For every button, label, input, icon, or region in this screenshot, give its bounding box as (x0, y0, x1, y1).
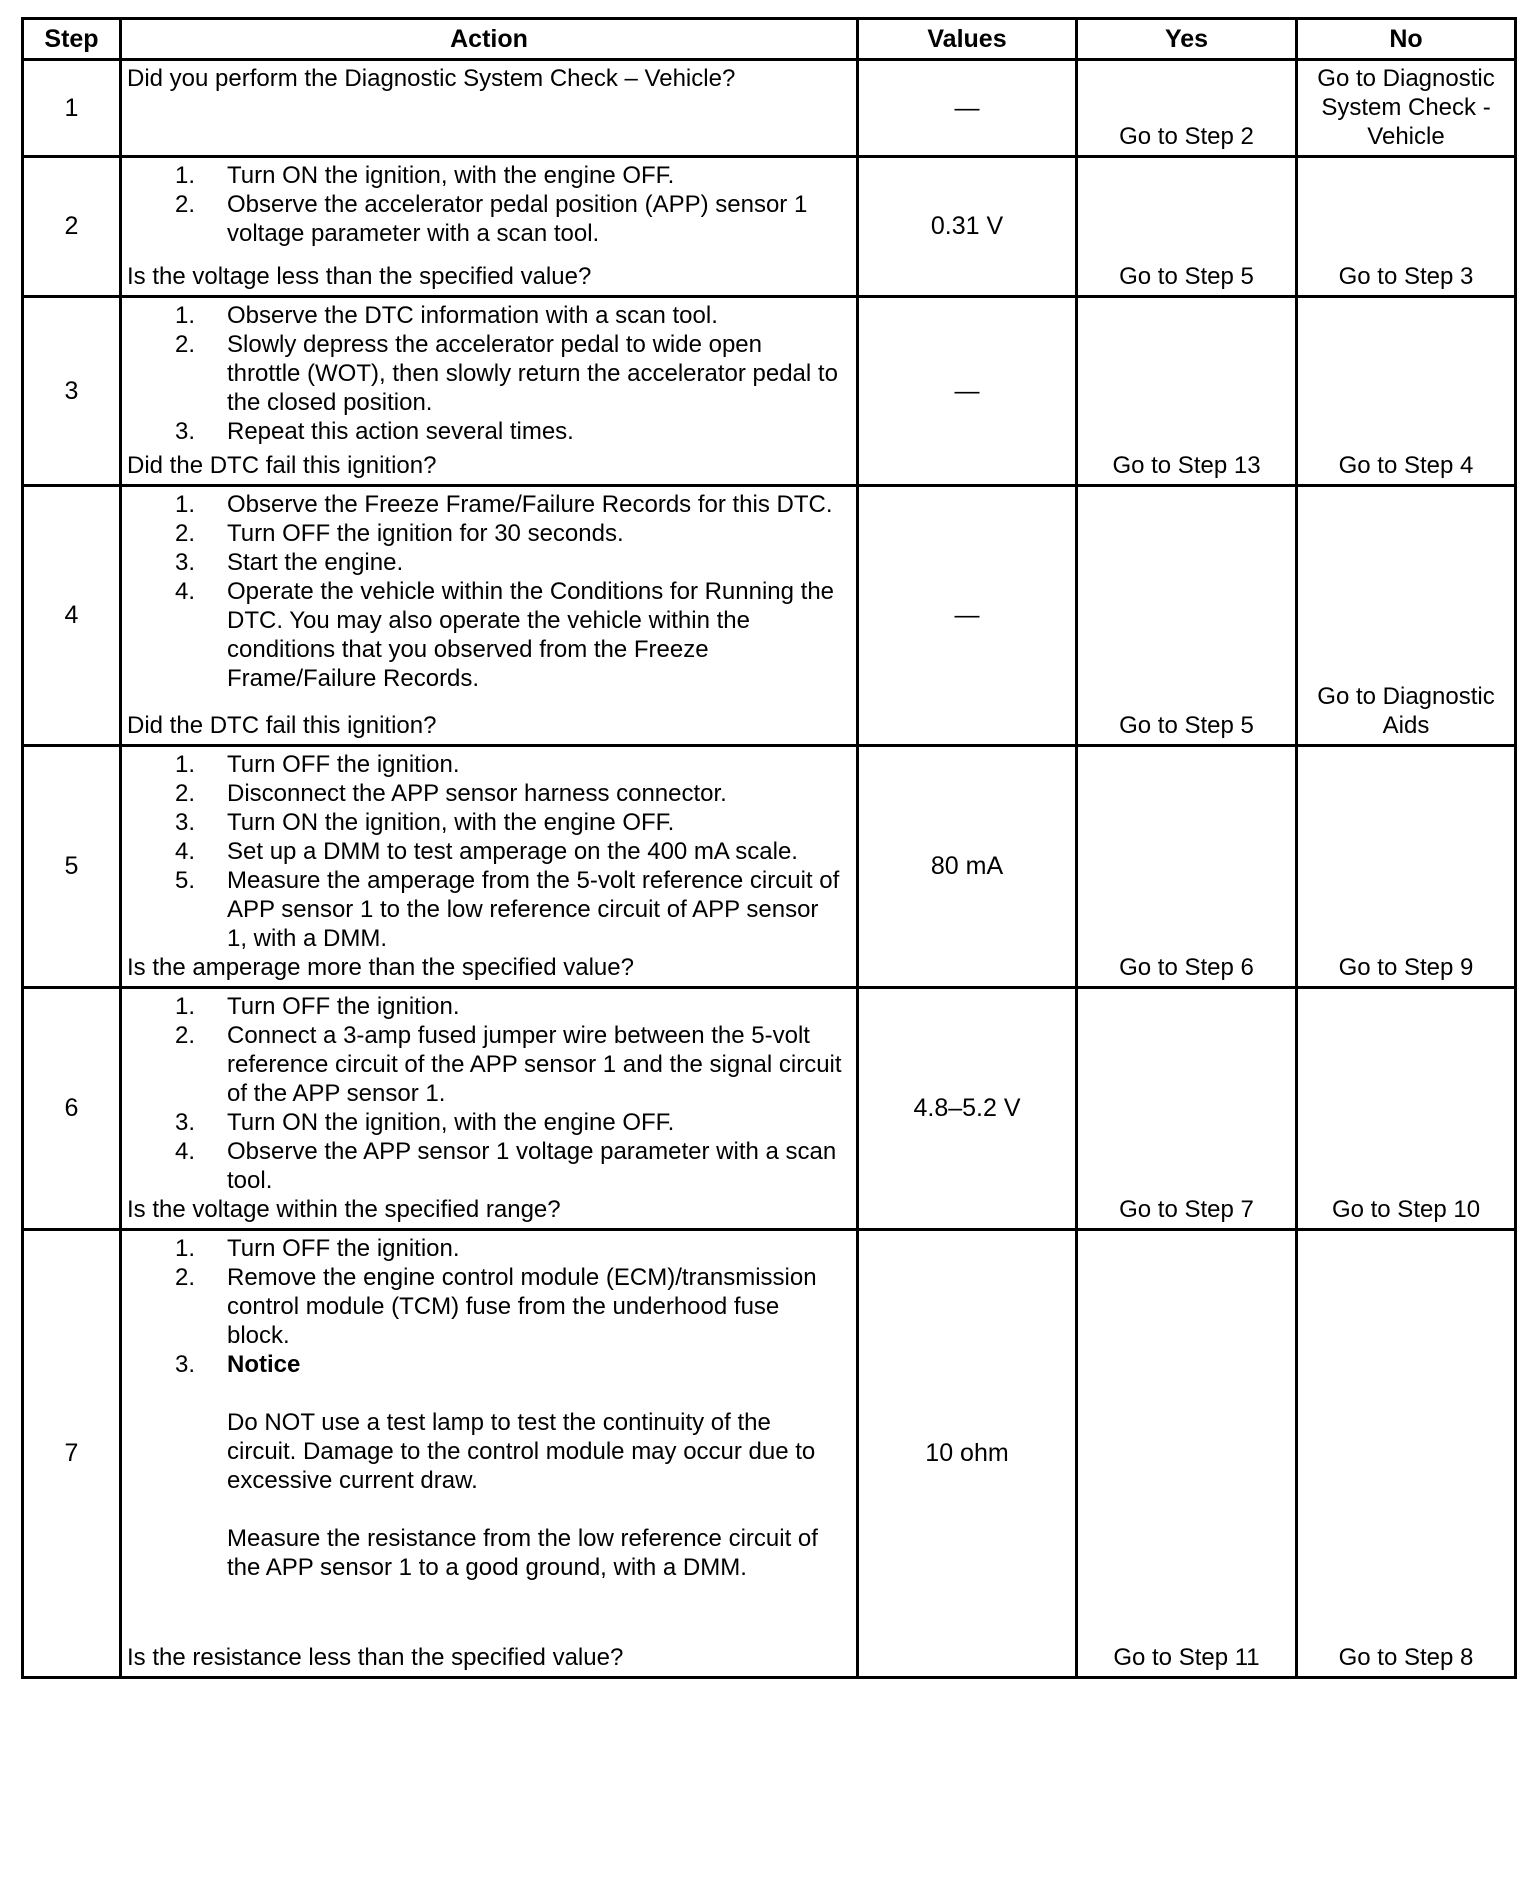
action-question: Is the voltage within the specified range? (127, 1196, 561, 1223)
action-question: Is the amperage more than the specified value? (127, 954, 634, 981)
header-yes: Yes (1077, 19, 1297, 60)
no-cell: Go to Step 4 (1297, 297, 1516, 486)
list-item: 1. Turn OFF the ignition. (175, 1235, 460, 1262)
step-number: 3 (23, 297, 121, 486)
no-cell: Go to Diagnostic Aids (1297, 486, 1516, 746)
action-question: Did the DTC fail this ignition? (127, 712, 437, 739)
action-steps (127, 301, 842, 446)
step-number: 1 (23, 60, 121, 157)
list-item: 1. Observe the DTC information with a scan tool. (175, 302, 718, 329)
list-item: 1. Observe the Freeze Frame/Failure Records for this DTC. (175, 491, 833, 518)
yes-cell: Go to Step 5 (1077, 157, 1297, 297)
table-row (23, 297, 1516, 486)
list-item: 2. Slowly depress the accelerator pedal to wide open throttle (WOT), then slowly return the accelerator pedal to the closed position. (175, 331, 838, 416)
action-steps (127, 161, 842, 248)
action-cell (121, 746, 858, 988)
list-item: 2. Disconnect the APP sensor harness connector. (175, 780, 727, 807)
list-item: 2. Turn OFF the ignition for 30 seconds. (175, 520, 624, 547)
value-cell: — (858, 297, 1077, 486)
table-row (23, 988, 1516, 1230)
notice-warning: Do NOT use a test lamp to test the continuity of the circuit. Damage to the control module may occur due to excessive current draw. (227, 1409, 816, 1494)
yes-cell: Go to Step 5 (1077, 486, 1297, 746)
list-item: 2. Connect a 3-amp fused jumper wire between the 5-volt reference circuit of the APP sensor 1 and the signal circuit of the APP sensor 1. (175, 1022, 842, 1107)
value-cell: 80 mA (858, 746, 1077, 988)
table-row (23, 1230, 1516, 1678)
no-cell: Go to Step 9 (1297, 746, 1516, 988)
action-question: Did the DTC fail this ignition? (127, 452, 437, 479)
value-cell: 4.8–5.2 V (858, 988, 1077, 1230)
action-cell (121, 988, 858, 1230)
list-item: 4. Operate the vehicle within the Conditions for Running the DTC. You may also operate the vehicle within the conditions that you observed from the Freeze Frame/Failure Records. (175, 578, 835, 692)
table-row (23, 486, 1516, 746)
list-item: 3. Turn ON the ignition, with the engine OFF. (175, 809, 675, 836)
header-step: Step (23, 19, 121, 60)
header-values: Values (858, 19, 1077, 60)
value-cell: — (858, 60, 1077, 157)
header-row (23, 19, 1516, 60)
action-cell (121, 486, 858, 746)
notice-title: Notice (227, 1351, 301, 1378)
list-item: 1. Turn ON the ignition, with the engine OFF. (175, 162, 675, 189)
action-cell (121, 1230, 858, 1678)
list-item: 5. Measure the amperage from the 5-volt reference circuit of APP sensor 1 to the low reference circuit of APP sensor 1, with a DMM. (175, 867, 840, 952)
list-item: 2. Observe the accelerator pedal position (APP) sensor 1 voltage parameter with a scan tool. (175, 191, 808, 247)
no-cell: Go to Diagnostic System Check - Vehicle (1297, 60, 1516, 157)
no-cell: Go to Step 10 (1297, 988, 1516, 1230)
value-cell: 0.31 V (858, 157, 1077, 297)
table-row (23, 60, 1516, 157)
action-question: Is the voltage less than the specified value? (127, 263, 592, 290)
step-number: 2 (23, 157, 121, 297)
action-steps (127, 992, 842, 1195)
action-cell (121, 157, 858, 297)
table-row (23, 746, 1516, 988)
value-cell: — (858, 486, 1077, 746)
value-cell: 10 ohm (858, 1230, 1077, 1678)
list-item: 3. Repeat this action several times. (175, 418, 574, 445)
list-item: 2. Remove the engine control module (ECM)/transmission control module (TCM) fuse from the underhood fuse block. (175, 1264, 817, 1349)
list-item: 1. Turn OFF the ignition. (175, 993, 460, 1020)
step-number: 5 (23, 746, 121, 988)
action-question: Is the resistance less than the specified value? (127, 1644, 624, 1671)
yes-cell: Go to Step 7 (1077, 988, 1297, 1230)
yes-cell: Go to Step 6 (1077, 746, 1297, 988)
list-item: 3. Turn ON the ignition, with the engine OFF. (175, 1109, 675, 1136)
list-item: 3. Start the engine. (175, 549, 404, 576)
list-item: 4. Set up a DMM to test amperage on the 400 mA scale. (175, 838, 798, 865)
list-item: 1. Turn OFF the ignition. (175, 751, 460, 778)
action-cell (121, 60, 858, 157)
list-item: 4. Observe the APP sensor 1 voltage parameter with a scan tool. (175, 1138, 837, 1194)
action-question: Did you perform the Diagnostic System Check – Vehicle? (127, 65, 736, 92)
header-no: No (1297, 19, 1516, 60)
step-number: 7 (23, 1230, 121, 1678)
action-cell (121, 297, 858, 486)
table-row (23, 157, 1516, 297)
step-number: 4 (23, 486, 121, 746)
list-item: 3. Notice Do NOT use a test lamp to test the continuity of the circuit. Damage to the control module may occur due to excessive current draw. Measure the resistance from the low reference circuit of the APP sensor 1 to a good ground, with a DMM. (127, 1350, 842, 1582)
action-steps (127, 490, 842, 693)
yes-cell: Go to Step 2 (1077, 60, 1297, 157)
no-cell: Go to Step 3 (1297, 157, 1516, 297)
step-number: 6 (23, 988, 121, 1230)
header-action: Action (121, 19, 858, 60)
no-cell: Go to Step 8 (1297, 1230, 1516, 1678)
yes-cell: Go to Step 13 (1077, 297, 1297, 486)
notice-instruction: Measure the resistance from the low reference circuit of the APP sensor 1 to a good ground, with a DMM. (227, 1525, 818, 1581)
action-steps (127, 1234, 842, 1582)
yes-cell: Go to Step 11 (1077, 1230, 1297, 1678)
diagnostic-table (21, 17, 1517, 1679)
action-steps (127, 750, 842, 953)
